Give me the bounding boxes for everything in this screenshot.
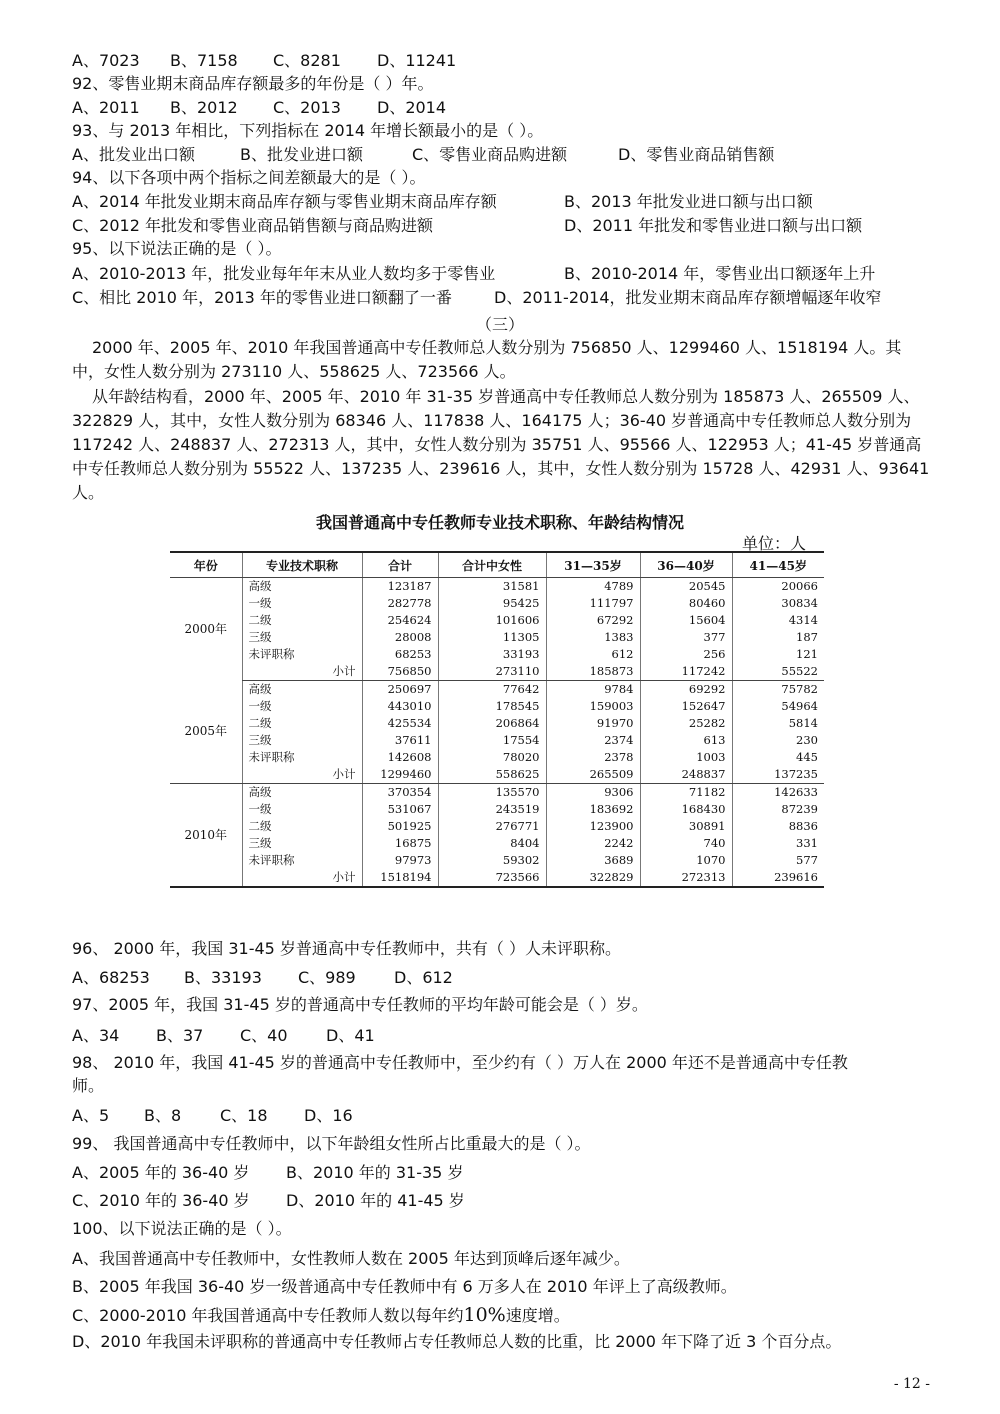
q93-option-a: A、批发业出口额 [72, 145, 195, 164]
age-31-35-cell: 2374 [546, 732, 640, 749]
total-cell: 501925 [362, 818, 438, 835]
total-cell: 1299460 [362, 766, 438, 784]
q94-option-c: C、2012 年批发和零售业商品销售额与商品购进额 [72, 216, 433, 235]
q96-option-c: C、989 [298, 968, 356, 987]
q96-options [72, 967, 453, 989]
female-cell: 101606 [438, 612, 546, 629]
age-36-40-cell: 71182 [640, 784, 732, 802]
title-cell: 高级 [242, 681, 362, 699]
age-31-35-cell: 183692 [546, 801, 640, 818]
q94-option-d: D、2011 年批发和零售业进口额与出口额 [564, 216, 863, 235]
q93-option-d: D、零售业商品销售额 [618, 145, 775, 164]
q94-option-a: A、2014 年批发业期末商品库存额与零售业期末商品库存额 [72, 192, 497, 211]
table-row [170, 749, 824, 766]
age-31-35-cell: 9306 [546, 784, 640, 802]
total-cell: 37611 [362, 732, 438, 749]
title-cell: 未评职称 [242, 646, 362, 663]
table-row [170, 784, 824, 802]
table-row [170, 818, 824, 835]
table-header-row [170, 552, 824, 578]
q93-option-b: B、批发业进口额 [240, 145, 363, 164]
q99-options-row2 [72, 1190, 465, 1212]
title-cell: 一级 [242, 698, 362, 715]
subtotal-label: 小计 [242, 869, 362, 887]
age-31-35-cell: 67292 [546, 612, 640, 629]
age-41-45-cell: 121 [732, 646, 824, 663]
title-cell: 未评职称 [242, 852, 362, 869]
age-31-35-cell: 9784 [546, 681, 640, 699]
female-cell: 276771 [438, 818, 546, 835]
age-36-40-cell: 20545 [640, 578, 732, 596]
subtotal-label: 小计 [242, 766, 362, 784]
q92-option-d: D、2014 [377, 98, 447, 117]
header-age-41-45: 41—45岁 [732, 552, 824, 578]
age-31-35-cell: 111797 [546, 595, 640, 612]
age-31-35-cell: 2242 [546, 835, 640, 852]
total-cell: 443010 [362, 698, 438, 715]
table-row [170, 732, 824, 749]
header-title: 专业技术职称 [242, 552, 362, 578]
subtotal-row [170, 869, 824, 887]
female-cell: 11305 [438, 629, 546, 646]
female-cell: 33193 [438, 646, 546, 663]
age-36-40-cell: 613 [640, 732, 732, 749]
title-cell: 一级 [242, 801, 362, 818]
subtotal-row [170, 663, 824, 681]
age-36-40-cell: 248837 [640, 766, 732, 784]
age-41-45-cell: 187 [732, 629, 824, 646]
q100-option-c-pre: C、2000-2010 年我国普通高中专任教师人数以每年约 [72, 1306, 464, 1325]
age-41-45-cell: 5814 [732, 715, 824, 732]
q100-stem: 100、以下说法正确的是（ ）。 [72, 1219, 292, 1238]
table-row [170, 681, 824, 699]
table-unit: 单位：人 [742, 534, 807, 553]
q99-option-c: C、2010 年的 36-40 岁 [72, 1191, 250, 1210]
q93-option-c: C、零售业商品购进额 [412, 145, 568, 164]
q92-options [72, 97, 446, 119]
year-cell-2010: 2010年 [170, 784, 242, 888]
q91-option-d: D、11241 [377, 51, 457, 70]
q95-options-row2 [72, 287, 882, 309]
q98-option-d: D、16 [304, 1106, 353, 1125]
q96-option-b: B、33193 [184, 968, 262, 987]
table-row [170, 595, 824, 612]
table-row [170, 612, 824, 629]
age-31-35-cell: 322829 [546, 869, 640, 887]
age-31-35-cell: 2378 [546, 749, 640, 766]
q94-stem: 94、以下各项中两个指标之间差额最大的是（ ）。 [72, 168, 426, 187]
q92-option-b: B、2012 [170, 98, 238, 117]
q100-option-a: A、我国普通高中专任教师中，女性教师人数在 2005 年达到顶峰后逐年减少。 [72, 1249, 630, 1268]
age-36-40-cell: 25282 [640, 715, 732, 732]
total-cell: 97973 [362, 852, 438, 869]
female-cell: 178545 [438, 698, 546, 715]
q95-option-b: B、2010-2014 年，零售业出口额逐年上升 [564, 264, 876, 283]
q97-options [72, 1025, 375, 1047]
age-41-45-cell: 445 [732, 749, 824, 766]
q95-options-row1 [72, 263, 875, 285]
age-36-40-cell: 1070 [640, 852, 732, 869]
q97-stem: 97、2005 年，我国 31-45 岁的普通高中专任教师的平均年龄可能会是（ ）岁。 [72, 995, 648, 1014]
q95-option-c: C、相比 2010 年，2013 年的零售业进口额翻了一番 [72, 288, 452, 307]
female-cell: 8404 [438, 835, 546, 852]
female-cell: 273110 [438, 663, 546, 681]
q95-stem: 95、以下说法正确的是（ ）。 [72, 239, 282, 258]
title-cell: 高级 [242, 784, 362, 802]
title-cell: 高级 [242, 578, 362, 596]
total-cell: 282778 [362, 595, 438, 612]
page-number: - 12 - [893, 1376, 930, 1392]
age-31-35-cell: 4789 [546, 578, 640, 596]
q91-option-a: A、7023 [72, 51, 140, 70]
table-row [170, 646, 824, 663]
q94-options-row1 [72, 191, 813, 213]
title-cell: 一级 [242, 595, 362, 612]
q97-option-c: C、40 [240, 1026, 288, 1045]
subtotal-label: 小计 [242, 663, 362, 681]
total-cell: 1518194 [362, 869, 438, 887]
age-31-35-cell: 123900 [546, 818, 640, 835]
title-cell: 二级 [242, 715, 362, 732]
q93-options [72, 144, 774, 166]
q96-stem: 96、 2000 年，我国 31-45 岁普通高中专任教师中，共有（ ）人未评职称。 [72, 939, 622, 958]
q94-options-row2 [72, 215, 862, 237]
female-cell: 558625 [438, 766, 546, 784]
header-female: 合计中女性 [438, 552, 546, 578]
title-cell: 三级 [242, 629, 362, 646]
q99-option-a: A、2005 年的 36-40 岁 [72, 1163, 250, 1182]
q98-option-b: B、8 [144, 1106, 182, 1125]
age-36-40-cell: 69292 [640, 681, 732, 699]
q95-option-a: A、2010-2013 年，批发业每年年末从业人数均多于零售业 [72, 264, 496, 283]
year-cell-2005: 2005年 [170, 681, 242, 784]
age-41-45-cell: 30834 [732, 595, 824, 612]
age-41-45-cell: 142633 [732, 784, 824, 802]
table-title: 我国普通高中专任教师专业技术职称、年龄结构情况 [315, 513, 684, 532]
total-cell: 123187 [362, 578, 438, 596]
q92-option-c: C、2013 [273, 98, 341, 117]
age-41-45-cell: 54964 [732, 698, 824, 715]
total-cell: 756850 [362, 663, 438, 681]
total-cell: 531067 [362, 801, 438, 818]
q97-option-d: D、41 [326, 1026, 375, 1045]
q91-option-b: B、7158 [170, 51, 238, 70]
q98-option-a: A、5 [72, 1106, 110, 1125]
age-36-40-cell: 168430 [640, 801, 732, 818]
q100-option-c [72, 1304, 570, 1327]
q97-option-a: A、34 [72, 1026, 120, 1045]
q100-option-d: D、2010 年我国未评职称的普通高中专任教师占专任教师总人数的比重，比 2000 年下降了近 3 个百分点。 [72, 1332, 842, 1351]
age-41-45-cell: 4314 [732, 612, 824, 629]
female-cell: 77642 [438, 681, 546, 699]
age-41-45-cell: 230 [732, 732, 824, 749]
age-41-45-cell: 55522 [732, 663, 824, 681]
total-cell: 28008 [362, 629, 438, 646]
q93-stem: 93、与 2013 年相比，下列指标在 2014 年增长额最小的是（ ）。 [72, 121, 544, 140]
table-row [170, 629, 824, 646]
section-heading: （三） [475, 315, 524, 334]
q98-stem-line1: 98、 2010 年，我国 41-45 岁的普通高中专任教师中，至少约有（ ）万人在 2000 年还不是普通高中专任教 [72, 1053, 848, 1072]
subtotal-row [170, 766, 824, 784]
age-31-35-cell: 91970 [546, 715, 640, 732]
age-36-40-cell: 377 [640, 629, 732, 646]
q99-option-b: B、2010 年的 31-35 岁 [286, 1163, 464, 1182]
age-41-45-cell: 20066 [732, 578, 824, 596]
age-31-35-cell: 185873 [546, 663, 640, 681]
total-cell: 250697 [362, 681, 438, 699]
q92-option-a: A、2011 [72, 98, 140, 117]
age-31-35-cell: 612 [546, 646, 640, 663]
q96-option-d: D、612 [394, 968, 453, 987]
female-cell: 95425 [438, 595, 546, 612]
q100-option-c-mark: 10% [463, 1304, 506, 1326]
q97-option-b: B、37 [156, 1026, 204, 1045]
age-41-45-cell: 87239 [732, 801, 824, 818]
q98-stem-line2: 师。 [72, 1076, 105, 1095]
q99-option-d: D、2010 年的 41-45 岁 [286, 1191, 465, 1210]
age-31-35-cell: 1383 [546, 629, 640, 646]
table-row [170, 801, 824, 818]
passage-paragraph-2: 从年龄结构看，2000 年、2005 年、2010 年 31-35 岁普通高中专任教师总人数分别为 185873 人、265509 人、322829 人，其中，女性人数分别为 68346 人、117838 人、164175 人；36-40 岁普通高中专任教师总人数分别为 117242 人、248837 人、272313 人，其中，女性人数分别为 35751 人、95566 人、122953 人；41-45 岁普通高中专任教师总人数分别为 55522 人、137235 人、239616 人，其中，女性人数分别为 15728 人、42931 人、93641 人。 [72, 387, 930, 502]
age-36-40-cell: 80460 [640, 595, 732, 612]
passage-paragraph-1: 2000 年、2005 年、2010 年我国普通高中专任教师总人数分别为 756850 人、1299460 人、1518194 人。其中，女性人数分别为 273110 人、558625 人、723566 人。 [72, 338, 902, 381]
age-31-35-cell: 159003 [546, 698, 640, 715]
q91-options [72, 50, 456, 72]
q95-option-d: D、2011-2014，批发业期末商品库存额增幅逐年收窄 [494, 288, 882, 307]
q96-option-a: A、68253 [72, 968, 150, 987]
age-41-45-cell: 577 [732, 852, 824, 869]
total-cell: 68253 [362, 646, 438, 663]
table-row [170, 715, 824, 732]
female-cell: 17554 [438, 732, 546, 749]
q94-option-b: B、2013 年批发业进口额与出口额 [564, 192, 813, 211]
q98-options [72, 1105, 353, 1127]
title-cell: 二级 [242, 818, 362, 835]
table-row [170, 578, 824, 596]
q91-option-c: C、8281 [273, 51, 341, 70]
q99-stem: 99、 我国普通高中专任教师中，以下年龄组女性所占比重最大的是（ ）。 [72, 1134, 591, 1153]
year-cell-2000: 2000年 [184, 621, 228, 636]
age-36-40-cell: 256 [640, 646, 732, 663]
q92-stem: 92、零售业期末商品库存额最多的年份是（ ）年。 [72, 74, 434, 93]
q98-option-c: C、18 [220, 1106, 268, 1125]
age-36-40-cell: 117242 [640, 663, 732, 681]
female-cell: 243519 [438, 801, 546, 818]
total-cell: 142608 [362, 749, 438, 766]
q100-option-c-post: 速度增。 [505, 1306, 570, 1325]
total-cell: 254624 [362, 612, 438, 629]
table-row [170, 835, 824, 852]
total-cell: 16875 [362, 835, 438, 852]
age-41-45-cell: 239616 [732, 869, 824, 887]
table-row [170, 698, 824, 715]
total-cell: 425534 [362, 715, 438, 732]
header-age-36-40: 36—40岁 [640, 552, 732, 578]
q99-options-row1 [72, 1162, 463, 1184]
age-31-35-cell: 3689 [546, 852, 640, 869]
age-36-40-cell: 740 [640, 835, 732, 852]
header-age-31-35: 31—35岁 [546, 552, 640, 578]
female-cell: 59302 [438, 852, 546, 869]
age-41-45-cell: 8836 [732, 818, 824, 835]
title-cell: 二级 [242, 612, 362, 629]
age-36-40-cell: 152647 [640, 698, 732, 715]
title-cell: 三级 [242, 835, 362, 852]
q100-option-b: B、2005 年我国 36-40 岁一级普通高中专任教师中有 6 万多人在 2010 年评上了高级教师。 [72, 1277, 737, 1296]
female-cell: 78020 [438, 749, 546, 766]
female-cell: 206864 [438, 715, 546, 732]
data-table [170, 551, 824, 888]
age-41-45-cell: 137235 [732, 766, 824, 784]
table-row [170, 852, 824, 869]
header-total: 合计 [362, 552, 438, 578]
age-36-40-cell: 1003 [640, 749, 732, 766]
age-36-40-cell: 15604 [640, 612, 732, 629]
female-cell: 723566 [438, 869, 546, 887]
title-cell: 未评职称 [242, 749, 362, 766]
age-31-35-cell: 265509 [546, 766, 640, 784]
female-cell: 135570 [438, 784, 546, 802]
header-year: 年份 [170, 552, 242, 578]
age-41-45-cell: 331 [732, 835, 824, 852]
age-41-45-cell: 75782 [732, 681, 824, 699]
total-cell: 370354 [362, 784, 438, 802]
title-cell: 三级 [242, 732, 362, 749]
female-cell: 31581 [438, 578, 546, 596]
age-36-40-cell: 30891 [640, 818, 732, 835]
age-36-40-cell: 272313 [640, 869, 732, 887]
